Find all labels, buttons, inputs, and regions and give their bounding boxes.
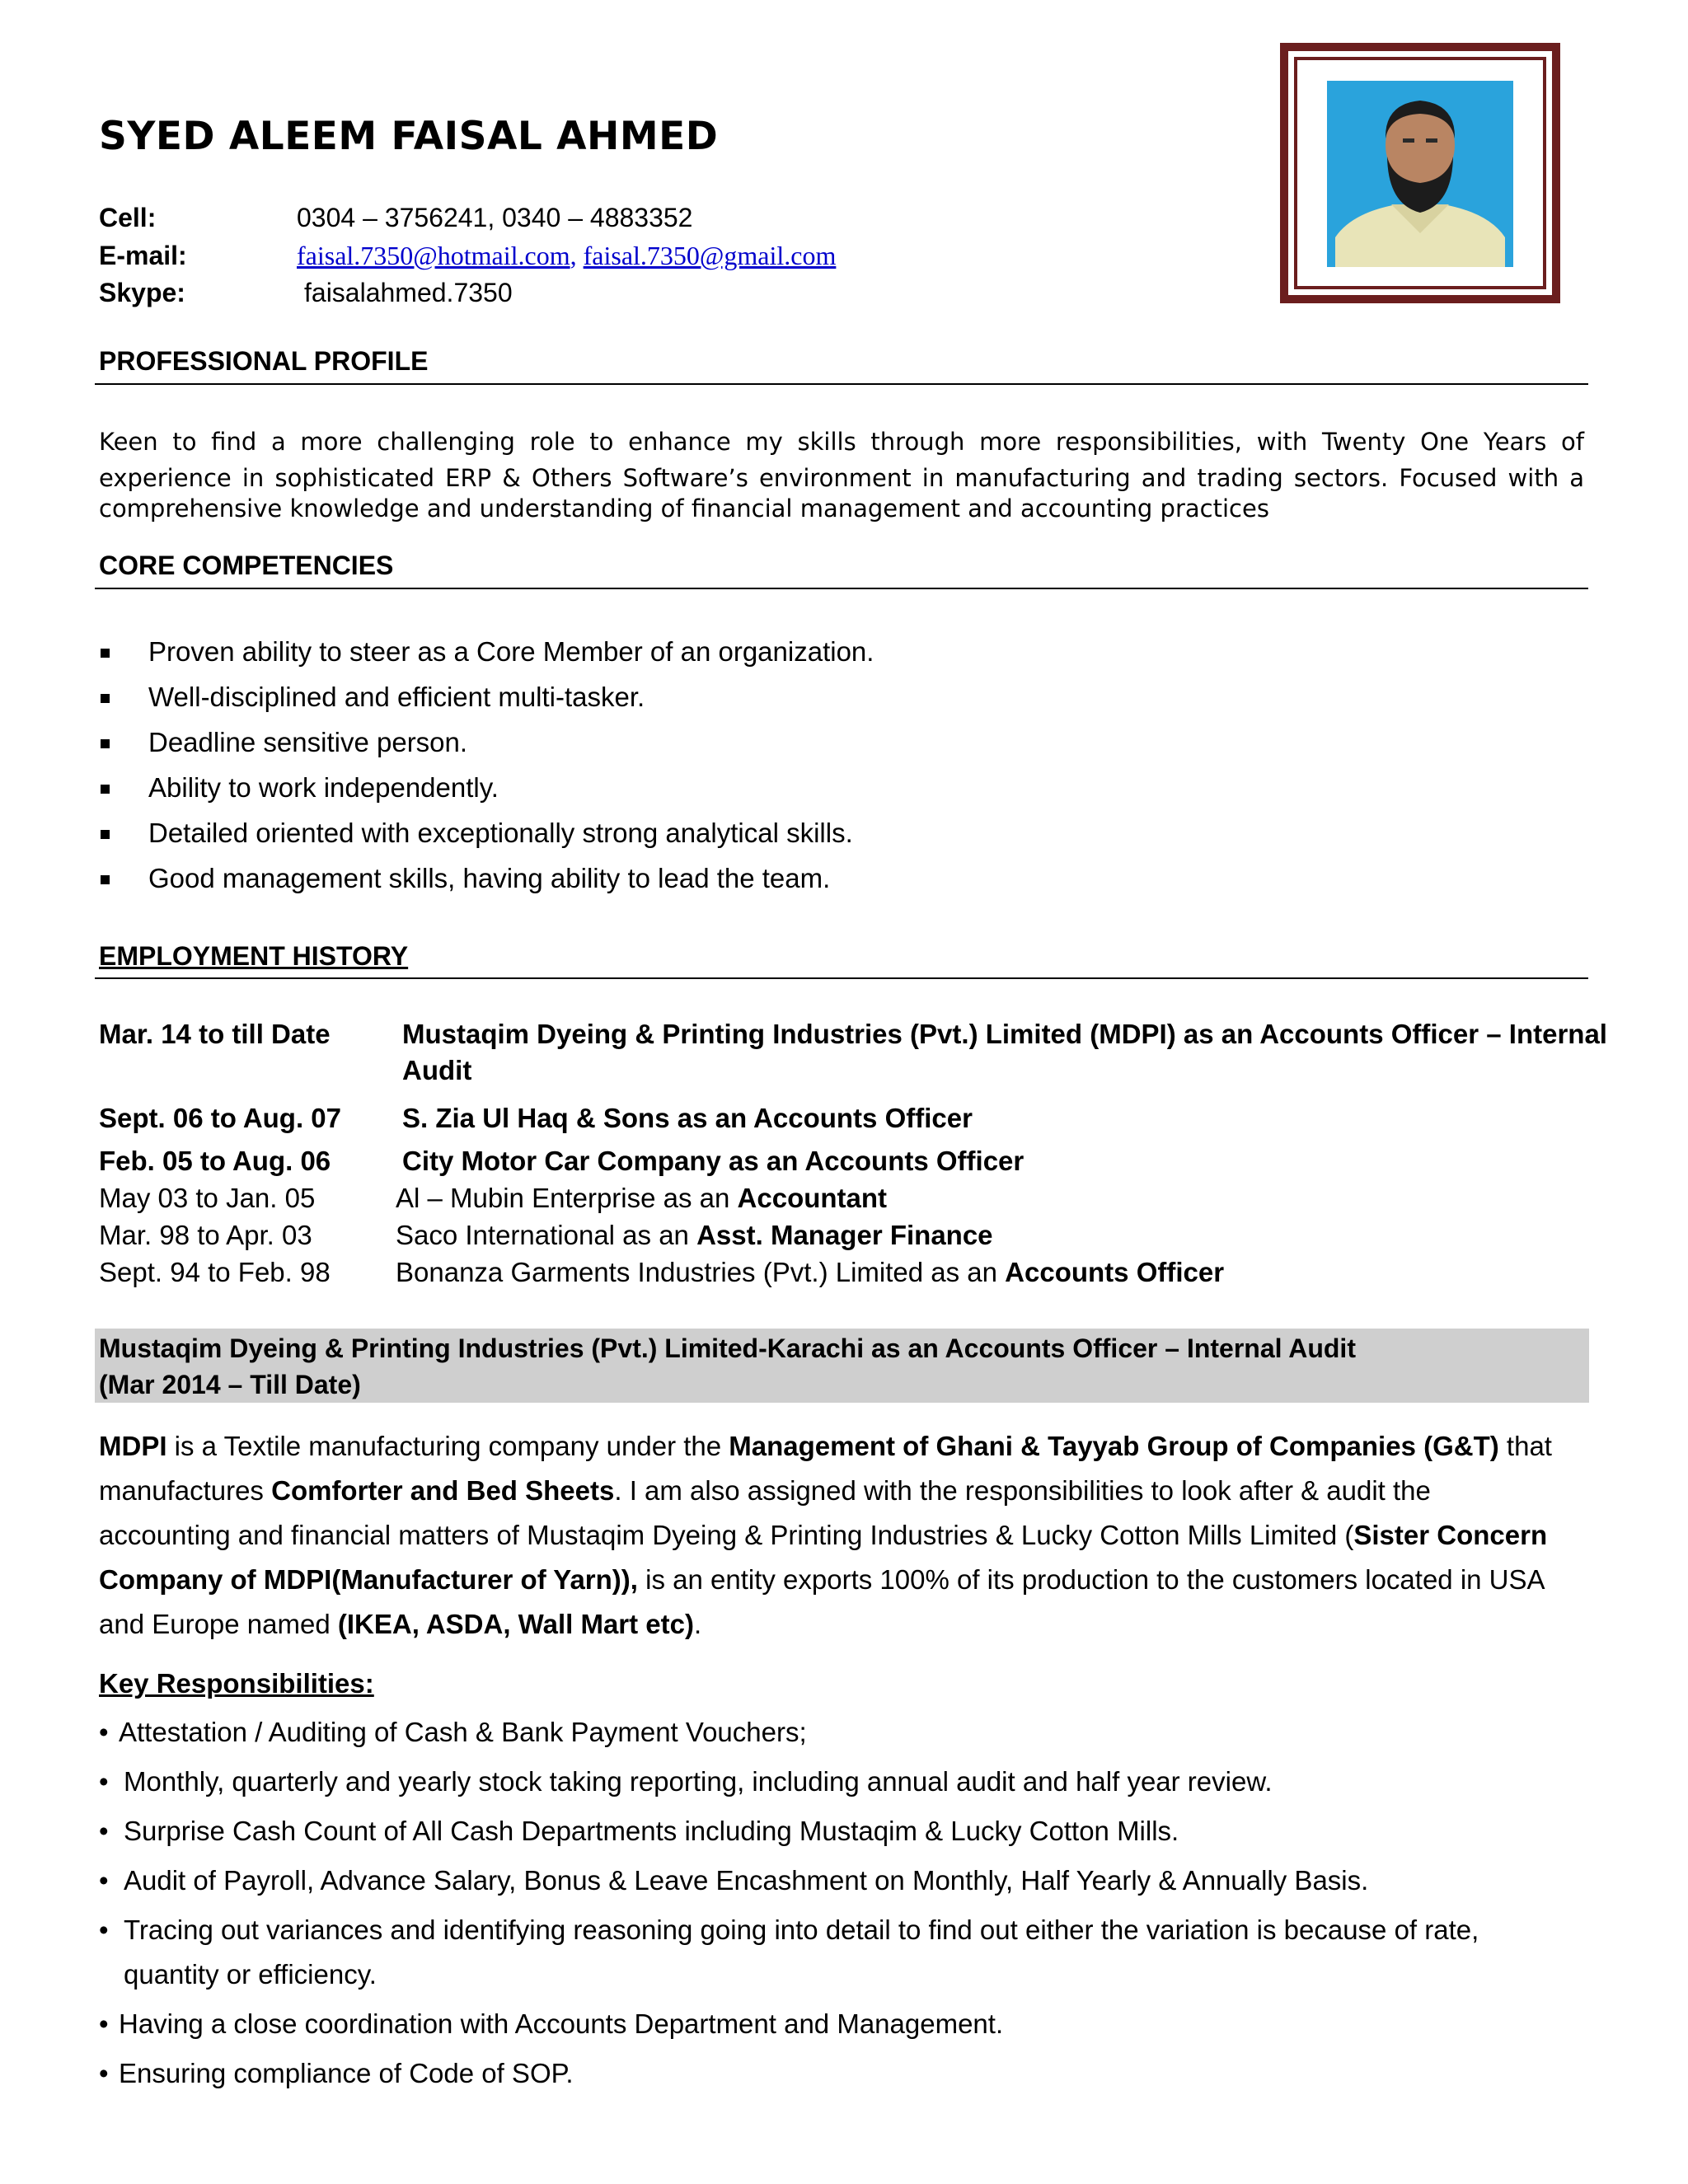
employment-date: Feb. 05 to Aug. 06 bbox=[99, 1146, 331, 1176]
employment-desc-cont: Audit bbox=[402, 1055, 472, 1085]
mdpi-line-4: Company of MDPI(Manufacturer of Yarn)), is an entity exports 100% of its production to the customers located in USA bbox=[99, 1564, 1545, 1595]
employment-desc: S. Zia Ul Haq & Sons as an Accounts Officer bbox=[402, 1103, 973, 1133]
candidate-name: SYED ALEEM FAISAL AHMED bbox=[99, 114, 719, 159]
responsibility-item-cont: quantity or efficiency. bbox=[124, 1959, 377, 1990]
responsibility-item: Monthly, quarterly and yearly stock taking reporting, including annual audit and half year review. bbox=[124, 1766, 1273, 1797]
employment-company: Al – Mubin Enterprise as an bbox=[396, 1183, 738, 1213]
employment-company: Saco International as an bbox=[396, 1220, 697, 1250]
responsibility-bullet: • bbox=[99, 1816, 109, 1846]
competencies-heading: CORE COMPETENCIES bbox=[99, 551, 394, 580]
employment-rule bbox=[95, 977, 1588, 979]
email-link-gmail[interactable]: faisal.7350@gmail.com bbox=[583, 241, 837, 270]
employment-role: Asst. Manager Finance bbox=[696, 1220, 993, 1250]
skype-label: Skype: bbox=[99, 278, 185, 307]
responsibility-item: Attestation / Auditing of Cash & Bank Payment Vouchers; bbox=[119, 1717, 807, 1747]
email-separator: , bbox=[570, 241, 577, 270]
person-silhouette-icon bbox=[1327, 81, 1513, 267]
employment-date: May 03 to Jan. 05 bbox=[99, 1183, 316, 1213]
employment-date: Sept. 06 to Aug. 07 bbox=[99, 1103, 342, 1133]
job-title: Mustaqim Dyeing & Printing Industries (Pvt.) Limited-Karachi as an Accounts Officer – Internal Audit bbox=[99, 1333, 1356, 1363]
skype-value: faisalahmed.7350 bbox=[304, 278, 513, 307]
competency-bullet bbox=[101, 694, 110, 703]
email-values bbox=[297, 241, 836, 271]
competency-item: Proven ability to steer as a Core Member of an organization. bbox=[148, 636, 874, 667]
responsibility-item: Surprise Cash Count of All Cash Departments including Mustaqim & Lucky Cotton Mills. bbox=[124, 1816, 1179, 1846]
responsibility-item: Having a close coordination with Accounts Department and Management. bbox=[119, 2008, 1004, 2039]
cell-value: 0304 – 3756241, 0340 – 4883352 bbox=[297, 203, 693, 232]
responsibility-bullet: • bbox=[99, 1865, 109, 1896]
profile-line-1: Keen to find a more challenging role to enhance my skills through more responsibilities, with Twenty One Years of bbox=[99, 428, 1584, 456]
competency-bullet bbox=[101, 875, 110, 884]
responsibility-bullet: • bbox=[99, 1717, 109, 1747]
responsibilities-heading: Key Responsibilities: bbox=[99, 1668, 374, 1699]
employment-role: Accounts Officer bbox=[1005, 1257, 1225, 1287]
responsibility-bullet: • bbox=[99, 2008, 109, 2039]
responsibility-bullet: • bbox=[99, 1766, 109, 1797]
profile-heading: PROFESSIONAL PROFILE bbox=[99, 346, 429, 376]
mdpi-line-3: accounting and financial matters of Mustaqim Dyeing & Printing Industries & Lucky Cotton Mills Limited (Sister Concern bbox=[99, 1520, 1548, 1550]
cell-label: Cell: bbox=[99, 203, 157, 232]
email-link-hotmail[interactable]: faisal.7350@hotmail.com bbox=[297, 241, 570, 270]
mdpi-line-2: manufactures Comforter and Bed Sheets. I am also assigned with the responsibilities to look after & audit the bbox=[99, 1475, 1431, 1506]
responsibility-item: Ensuring compliance of Code of SOP. bbox=[119, 2058, 574, 2088]
email-label: E-mail: bbox=[99, 241, 187, 270]
job-period: (Mar 2014 – Till Date) bbox=[99, 1370, 361, 1399]
responsibility-bullet: • bbox=[99, 2058, 109, 2088]
employment-date: Sept. 94 to Feb. 98 bbox=[99, 1257, 331, 1287]
employment-desc: Mustaqim Dyeing & Printing Industries (Pvt.) Limited (MDPI) as an Accounts Officer – Internal bbox=[402, 1019, 1607, 1049]
employment-desc bbox=[396, 1220, 993, 1251]
responsibility-item: Audit of Payroll, Advance Salary, Bonus & Leave Encashment on Monthly, Half Yearly & Annually Basis. bbox=[124, 1865, 1369, 1896]
competency-item: Good management skills, having ability to lead the team. bbox=[148, 863, 831, 893]
photo-frame bbox=[1280, 43, 1560, 303]
profile-rule bbox=[95, 383, 1588, 385]
competency-bullet bbox=[101, 785, 110, 794]
competency-item: Well-disciplined and efficient multi-tasker. bbox=[148, 682, 645, 712]
employment-desc bbox=[396, 1183, 887, 1214]
mdpi-line-5: and Europe named (IKEA, ASDA, Wall Mart etc). bbox=[99, 1609, 702, 1639]
employment-heading: EMPLOYMENT HISTORY bbox=[99, 941, 409, 971]
responsibility-item: Tracing out variances and identifying reasoning going into detail to find out either the variation is because of rate, bbox=[124, 1915, 1479, 1945]
profile-line-3: comprehensive knowledge and understanding of financial management and accounting practices bbox=[99, 494, 1269, 523]
employment-role: Accountant bbox=[737, 1183, 888, 1213]
employment-desc bbox=[396, 1257, 1224, 1288]
profile-line-2: experience in sophisticated ERP & Others Software’s environment in manufacturing and trading sectors. Focused with a bbox=[99, 464, 1584, 492]
employment-date: Mar. 98 to Apr. 03 bbox=[99, 1220, 312, 1250]
employment-date: Mar. 14 to till Date bbox=[99, 1019, 331, 1049]
competency-item: Ability to work independently. bbox=[148, 772, 499, 803]
profile-photo bbox=[1327, 81, 1513, 267]
competency-item: Detailed oriented with exceptionally strong analytical skills. bbox=[148, 818, 853, 848]
employment-company: Bonanza Garments Industries (Pvt.) Limited as an bbox=[396, 1257, 1006, 1287]
responsibility-bullet: • bbox=[99, 1915, 109, 1945]
competency-item: Deadline sensitive person. bbox=[148, 727, 468, 757]
mdpi-line-1: MDPI is a Textile manufacturing company under the Management of Ghani & Tayyab Group of Companies (G&T) that bbox=[99, 1431, 1552, 1461]
employment-desc: City Motor Car Company as an Accounts Officer bbox=[402, 1146, 1025, 1176]
competency-bullet bbox=[101, 830, 110, 839]
competency-bullet bbox=[101, 739, 110, 748]
competencies-rule bbox=[95, 588, 1588, 589]
competency-bullet bbox=[101, 649, 110, 658]
